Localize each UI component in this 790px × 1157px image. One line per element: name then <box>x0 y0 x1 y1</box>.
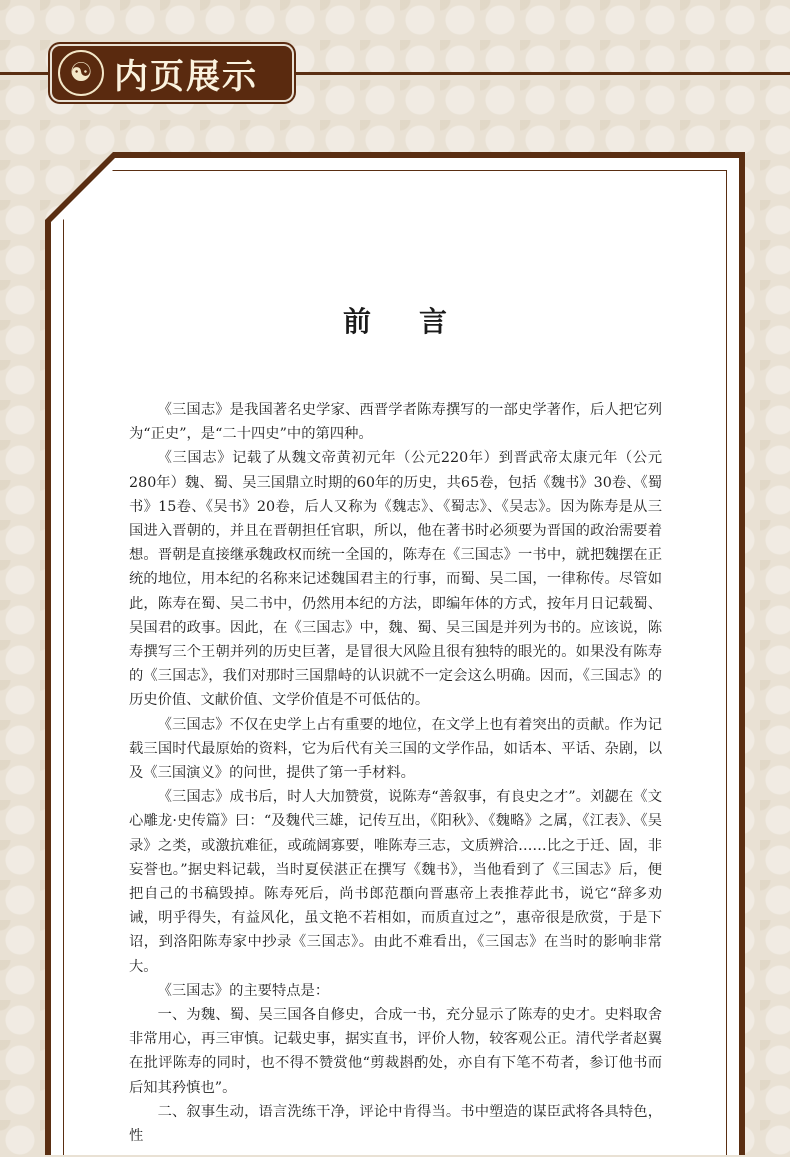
paragraph: 《三国志》记载了从魏文帝黄初元年（公元220年）到晋武帝太康元年（公元280年）魏、蜀、吴三国鼎立时期的60年的历史，共65卷，包括《魏书》30卷、《蜀书》15卷、《吴书》20卷，后人又称为《魏志》、《蜀志》、《吴志》。因为陈寿是从三国进入晋朝的，并且在晋朝担任官职，所以，他在著书时必须要为晋国的政治需要着想。晋朝是直接继承魏政权而统一全国的，陈寿在《三国志》一书中，就把魏摆在正统的地位，用本纪的名称来记述魏国君主的行事，而蜀、吴二国，一律称传。尽管如此，陈寿在蜀、吴二书中，仍然用本纪的方法，即编年体的方式，按年月日记载蜀、吴国君的政事。因此，在《三国志》中，魏、蜀、吴三国是并列为书的。应该说，陈寿撰写三个王朝并列的历史巨著，是冒很大风险且很有独特的眼光的。如果没有陈寿的《三国志》，我们对那时三国鼎峙的认识就不一定会这么明确。因而，《三国志》的历史价值、文献价值、文学价值是不可低估的。 <box>129 450 662 709</box>
paragraph: 二、叙事生动，语言洗练干净，评论中肯得当。书中塑造的谋臣武将各具特色，性 <box>129 1103 662 1145</box>
paragraph: 一、为魏、蜀、吴三国各自修史，合成一书，充分显示了陈寿的史才。史料取舍非常用心，再三审慎。记载史事，据实直书，评价人物，较客观公正。清代学者赵翼在批评陈寿的同时，也不得不赞赏他“剪裁斟酌处，亦自有下笔不苟者，参订他书而后知其矜慎也”。 <box>129 1007 662 1096</box>
section-banner <box>52 46 292 100</box>
paragraph: 《三国志》是我国著名史学家、西晋学者陈寿撰写的一部史学著作，后人把它列为“正史”，是“二十四史”中的第四种。 <box>129 402 662 443</box>
paragraph: 《三国志》的主要特点是： <box>157 982 330 999</box>
paragraph: 《三国志》不仅在史学上占有重要的地位，在文学上也有着突出的贡献。作为记载三国时代最原始的资料，它为后代有关三国的文学作品，如话本、平话、杂剧，以及《三国演义》的问世，提供了第一手材料。 <box>129 716 662 782</box>
banner-title: 内页展示 <box>114 56 258 97</box>
dragon-emblem-icon: ☯ <box>58 50 104 96</box>
paragraph: 《三国志》成书后，时人大加赞赏，说陈寿“善叙事，有良史之才”。刘勰在《文心雕龙·史传篇》曰：“及魏代三雄，记传互出，《阳秋》、《魏略》之属，《江表》、《吴录》之类，或激抗难征，或疏阔寡要，唯陈寿三志，文质辨洽……比之于迁、固，非妄誉也。”据史料记载，当时夏侯湛正在撰写《魏书》，当他看到了《三国志》后，便把自己的书稿毁掉。陈寿死后，尚书郎范頵向晋惠帝上表推荐此书，说它“辞多劝诫，明乎得失，有益风化，虽文艳不若相如，而质直过之”，惠帝很是欣赏，于是下诏，到洛阳陈寿家中抄录《三国志》。由此不难看出，《三国志》在当时的影响非常大。 <box>129 789 662 975</box>
body-text <box>129 398 662 1148</box>
page-title: 前言 <box>342 305 495 338</box>
